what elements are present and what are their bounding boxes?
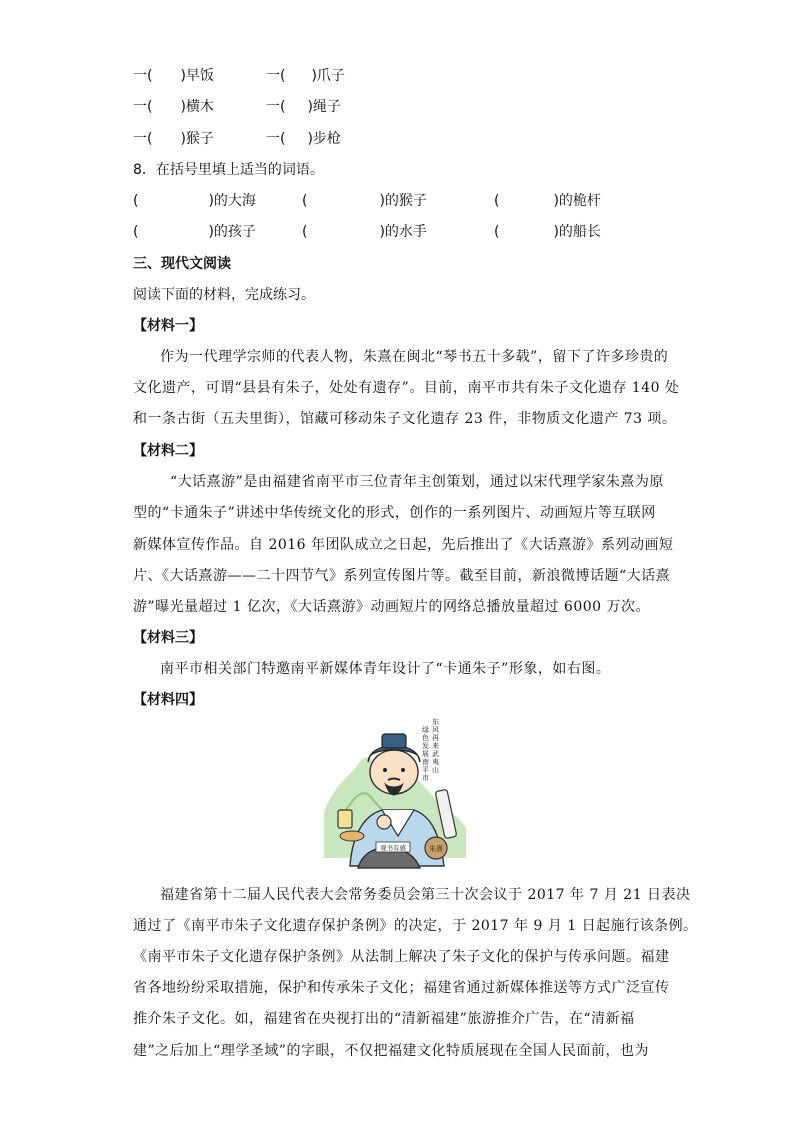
material4-line: 省各地纷纷采取措施，保护和传承朱子文化；福建省通过新媒体推送等方式广泛宣传 xyxy=(133,980,670,996)
left-eye xyxy=(383,768,387,772)
q7-item: 一( )绳子 xyxy=(266,99,341,115)
q8-title: 8．在括号里填上适当的词语。 xyxy=(133,162,324,178)
cartoon-zhuzi-svg xyxy=(322,718,468,872)
material-label: 【材料三】 xyxy=(133,630,203,646)
material-label: 【材料二】 xyxy=(133,443,203,459)
poem-column: 东风再来武夷山 xyxy=(432,718,439,774)
bowl-icon xyxy=(340,831,364,841)
q7-item: 一( )步枪 xyxy=(266,131,341,147)
material3-line: 南平市相关部门特邀南平新媒体青年设计了“卡通朱子”形象，如右图。 xyxy=(160,661,611,677)
material2-line: 片、《大话熹游——二十四节气》系列宣传图片等。截至目前，新浪微博话题“大话熹 xyxy=(133,568,671,584)
material2-line: 新媒体宣传作品。自 2016 年团队成立之日起，先后推出了《大话熹游》系列动画短 xyxy=(133,537,674,553)
material4-line: 《南平市朱子文化遗存保护条例》从法制上解决了朱子文化的保护与传承问题。福建 xyxy=(133,949,670,965)
scroll-text: 观书有感 xyxy=(380,844,406,852)
material1-line: 文化遗产，可谓“县县有朱子，处处有遗存”。目前，南平市共有朱子文化遗存 140 处 xyxy=(133,380,680,396)
material-label: 【材料一】 xyxy=(133,318,203,334)
q7-item: 一( )猴子 xyxy=(133,131,214,147)
section-instruction: 阅读下面的材料，完成练习。 xyxy=(133,287,315,303)
cup-icon xyxy=(338,810,352,828)
material-label: 【材料四】 xyxy=(133,692,203,708)
material4-line: 通过了《南平市朱子文化遗存保护条例》的决定，于 2017 年 9 月 1 日起施行该条例。 xyxy=(133,918,698,934)
q8-item: ( )的桅杆 xyxy=(494,193,601,209)
poem-column: 绿色发展南平市 xyxy=(422,726,429,782)
material4-line: 福建省第十二届人民代表大会常务委员会第三十次会议于 2017 年 7 月 21 日表决 xyxy=(160,887,691,903)
material2-line: 型的“卡通朱子”讲述中华传统文化的形式，创作的一系列图片、动画短片等互联网 xyxy=(133,505,656,521)
cartoon-zhuzi-illustration xyxy=(322,718,468,872)
q8-item: ( )的水手 xyxy=(302,224,427,240)
right-eye xyxy=(401,768,405,772)
q7-item: 一( )爪子 xyxy=(266,68,345,84)
q8-item: ( )的猴子 xyxy=(302,193,427,209)
material1-line: 作为一代理学宗师的代表人物，朱熹在闽北“琴书五十多载”，留下了许多珍贵的 xyxy=(160,349,669,365)
section-heading: 三、现代文阅读 xyxy=(133,256,231,272)
q7-item: 一( )横木 xyxy=(133,99,214,115)
q8-item: ( )的大海 xyxy=(133,193,256,209)
q8-item: ( )的孩子 xyxy=(133,224,256,240)
material1-line: 和一条古街（五夫里街），馆藏可移动朱子文化遗存 23 件，非物质文化遗产 73 项。 xyxy=(133,411,677,427)
q7-item: 一( )早饭 xyxy=(133,68,214,84)
material2-line: 游”曝光量超过 1 亿次，《大话熹游》动画短片的网络总播放量超过 6000 万次。 xyxy=(133,599,650,615)
material2-line: “大话熹游”是由福建省南平市三位青年主创策划，通过以宋代理学家朱熹为原 xyxy=(170,474,664,490)
material4-line: 建”之后加上“理学圣域”的字眼，不仅把福建文化特质展现在全国人民面前，也为 xyxy=(133,1043,649,1059)
q8-item: ( )的船长 xyxy=(494,224,601,240)
hand xyxy=(377,815,391,829)
material4-line: 推介朱子文化。如，福建省在央视打出的“清新福建”旅游推介广告，在“清新福 xyxy=(133,1011,635,1027)
seal-text: 朱熹 xyxy=(429,845,443,853)
hat-top xyxy=(382,734,406,748)
